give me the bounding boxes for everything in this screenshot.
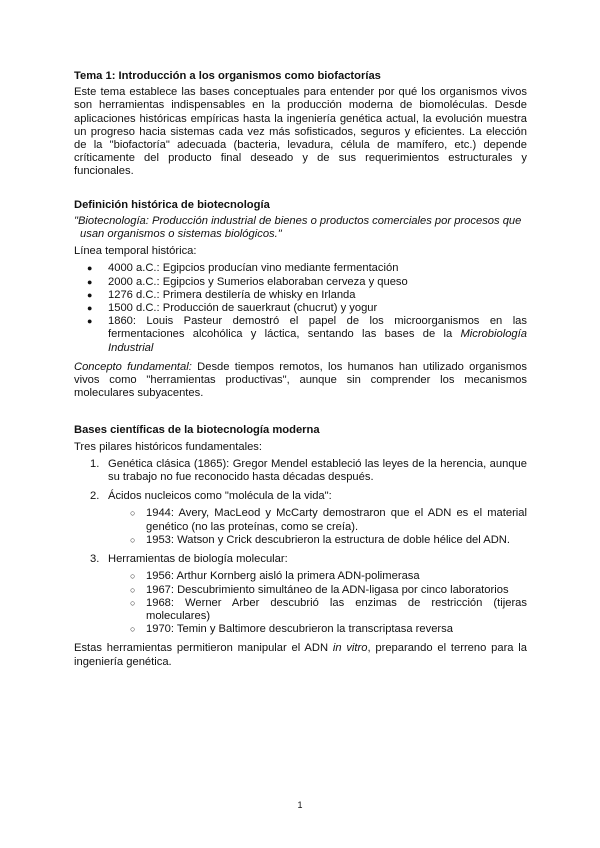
closing-emphasis: in vitro <box>332 642 368 655</box>
sub-item: ○ 1956: Arthur Kornberg aisló la primera ADN-polimerasa <box>108 570 527 583</box>
pillar-item <box>74 458 527 484</box>
section-title: Tema 1: Introducción a los organismos como biofactorías <box>74 70 381 82</box>
closing-paragraph <box>74 642 527 668</box>
timeline-item-emphasis: Microbiología Industrial <box>108 328 527 354</box>
pillar-number: 2. <box>90 490 100 503</box>
sub-item: ○ 1953: Watson y Crick descubrieron la estructura de doble hélice del ADN. <box>108 534 527 547</box>
pillar-number: 3. <box>90 553 100 566</box>
section-scientific-bases <box>74 424 527 668</box>
concept-paragraph <box>74 361 527 401</box>
section-title: Definición histórica de biotecnología <box>74 198 270 211</box>
sub-item: ○ 1970: Temin y Baltimore descubrieron la transcriptasa reversa <box>108 623 527 636</box>
sub-item: ○ 1968: Werner Arber descubrió las enzimas de restricción (tijeras moleculares) <box>108 597 527 623</box>
pillar-item <box>74 553 527 636</box>
section-body: Este tema establece las bases conceptuales para entender por qué los organismos vivos son herramientas indispensables en la producción moderna de biomoléculas. Desde aplicaciones históricas empíricas hasta la ingeniería genética actual, la evolución muestra un progreso hacia sistemas cada vez más sofisticados, seguros y eficientes. La elección de la "biofactoría" adecuada (bacteria, levadura, célula de mamífero, etc.) depende críticamente del producto final deseado y de sus requerimientos estructurales y funcionales. <box>74 86 527 178</box>
section-historical-definition <box>74 199 527 401</box>
closing-text: Estas herramientas permitieron manipular el ADN <box>74 642 329 655</box>
timeline-item: ● 1500 d.C.: Producción de sauerkraut (chucrut) y yogur <box>74 302 527 315</box>
definition-quote <box>74 215 527 241</box>
timeline-label: Línea temporal histórica: <box>74 245 197 258</box>
pillars-list <box>74 458 527 636</box>
section-intro-text: Tres pilares históricos fundamentales: <box>74 440 262 453</box>
pillar-sublist <box>108 570 527 636</box>
sub-item: ○ 1944: Avery, MacLeod y McCarty demostraron que el ADN es el material genético (no las proteínas, como se creía). <box>108 507 527 533</box>
pillar-text: Ácidos nucleicos como "molécula de la vida": <box>108 490 332 503</box>
pillar-item <box>74 490 527 547</box>
pillar-text: Herramientas de biología molecular: <box>108 553 288 566</box>
quote-line: usan organismos o sistemas biológicos." <box>80 228 282 241</box>
timeline-item: ● 4000 a.C.: Egipcios producían vino mediante fermentación <box>74 262 527 275</box>
timeline-item-text: 1860: Louis Pasteur demostró el papel de los microorganismos en las fermentaciones alcohólica y láctica, sentando las bases de la <box>108 315 527 341</box>
pillar-number: 1. <box>90 457 100 470</box>
concept-text: Desde tiempos remotos, los humanos han utilizado organismos vivos como "herramientas productivas", aunque sin comprender los mecanismos moleculares subyacentes. <box>74 360 527 400</box>
pillar-text: Genética clásica (1865): Gregor Mendel estableció las leyes de la herencia, aunque su trabajo no fue reconocido hasta décadas después. <box>108 457 527 484</box>
timeline-item: ● 2000 a.C.: Egipcios y Sumerios elaboraban cerveza y queso <box>74 276 527 289</box>
closing-text-end: , preparando el terreno para la ingeniería genética. <box>74 642 528 668</box>
concept-label: Concepto fundamental: <box>74 360 192 373</box>
document-page <box>74 70 527 669</box>
section-title: Bases científicas de la biotecnología moderna <box>74 424 320 437</box>
sub-item: ○ 1967: Descubrimiento simultáneo de la ADN-ligasa por cinco laboratorios <box>108 584 527 597</box>
quote-line: "Biotecnología: Producción industrial de bienes o productos comerciales por procesos que <box>74 214 522 227</box>
timeline-list <box>74 262 527 354</box>
pillar-sublist <box>108 507 527 547</box>
page-number: 1 <box>297 800 303 810</box>
timeline-item: ● 1276 d.C.: Primera destilería de whisky en Irlanda <box>74 289 527 302</box>
section-intro <box>74 70 527 179</box>
timeline-item <box>74 315 527 355</box>
